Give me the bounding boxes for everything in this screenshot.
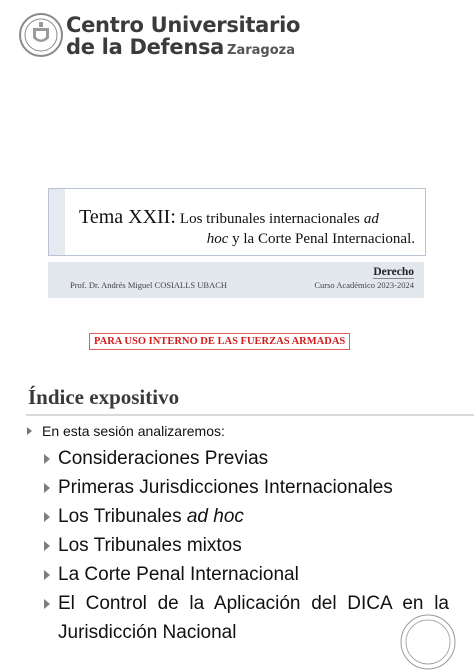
list-item bbox=[44, 531, 449, 560]
index-intro bbox=[27, 423, 225, 439]
lesson-title-box bbox=[48, 188, 426, 256]
lesson-number: Tema XXII: bbox=[79, 206, 176, 228]
institution-name-line2-text: de la Defensa bbox=[66, 35, 225, 59]
lesson-subtitle-part1: Los tribunales internacionales bbox=[179, 211, 360, 227]
institution-name-line2 bbox=[66, 36, 300, 62]
index-heading: Índice expositivo bbox=[28, 385, 180, 409]
list-item-text: El Control de la Aplicación del DICA en la Jurisdicción Nacional bbox=[58, 593, 449, 643]
list-item-text-wrap bbox=[58, 502, 449, 531]
list-item-text: La Corte Penal Internacional bbox=[58, 564, 299, 585]
list-item bbox=[44, 444, 449, 473]
list-item-text: Consideraciones Previas bbox=[58, 448, 269, 469]
lesson-subtitle-line2 bbox=[79, 229, 415, 249]
bullet-arrow-icon bbox=[44, 541, 50, 551]
list-item bbox=[44, 589, 449, 647]
lesson-title bbox=[79, 207, 415, 249]
academic-year: Curso Académico 2023-2024 bbox=[314, 280, 414, 290]
lesson-subtitle-part2: y la Corte Penal Internacional. bbox=[232, 231, 415, 247]
internal-use-stamp: PARA USO INTERNO DE LAS FUERZAS ARMADAS bbox=[89, 333, 350, 350]
list-item bbox=[44, 473, 449, 502]
list-item-text: Los Tribunales bbox=[58, 506, 182, 527]
list-item-text: Los Tribunales mixtos bbox=[58, 535, 242, 556]
professor-name: Prof. Dr. Andrés Miguel COSIALLS UBACH bbox=[70, 280, 228, 290]
lesson-subtitle-italic2: hoc bbox=[206, 231, 229, 247]
bullet-icon bbox=[27, 427, 32, 435]
bullet-arrow-icon bbox=[44, 570, 50, 580]
lesson-subtitle-italic1: ad bbox=[363, 211, 379, 227]
index-list bbox=[44, 444, 449, 647]
course-info-box bbox=[48, 262, 424, 298]
institution-name bbox=[66, 14, 300, 62]
institution-name-line1: Centro Universitario bbox=[66, 13, 301, 37]
heading-divider bbox=[26, 414, 474, 416]
course-name: Derecho bbox=[373, 266, 414, 278]
bullet-arrow-icon bbox=[44, 483, 50, 493]
list-item bbox=[44, 560, 449, 589]
university-seal-logo bbox=[18, 12, 64, 58]
index-intro-text: En esta sesión analizaremos: bbox=[42, 423, 225, 439]
title-accent-bar bbox=[49, 189, 65, 255]
list-item-text: Primeras Jurisdicciones Internacionales bbox=[58, 477, 393, 498]
list-item bbox=[44, 502, 449, 531]
institution-city: Zaragoza bbox=[227, 43, 296, 58]
bullet-arrow-icon bbox=[44, 599, 50, 609]
list-item-italic: ad hoc bbox=[186, 506, 244, 527]
bullet-arrow-icon bbox=[44, 454, 50, 464]
corner-seal-icon bbox=[398, 612, 458, 672]
bullet-arrow-icon bbox=[44, 512, 50, 522]
